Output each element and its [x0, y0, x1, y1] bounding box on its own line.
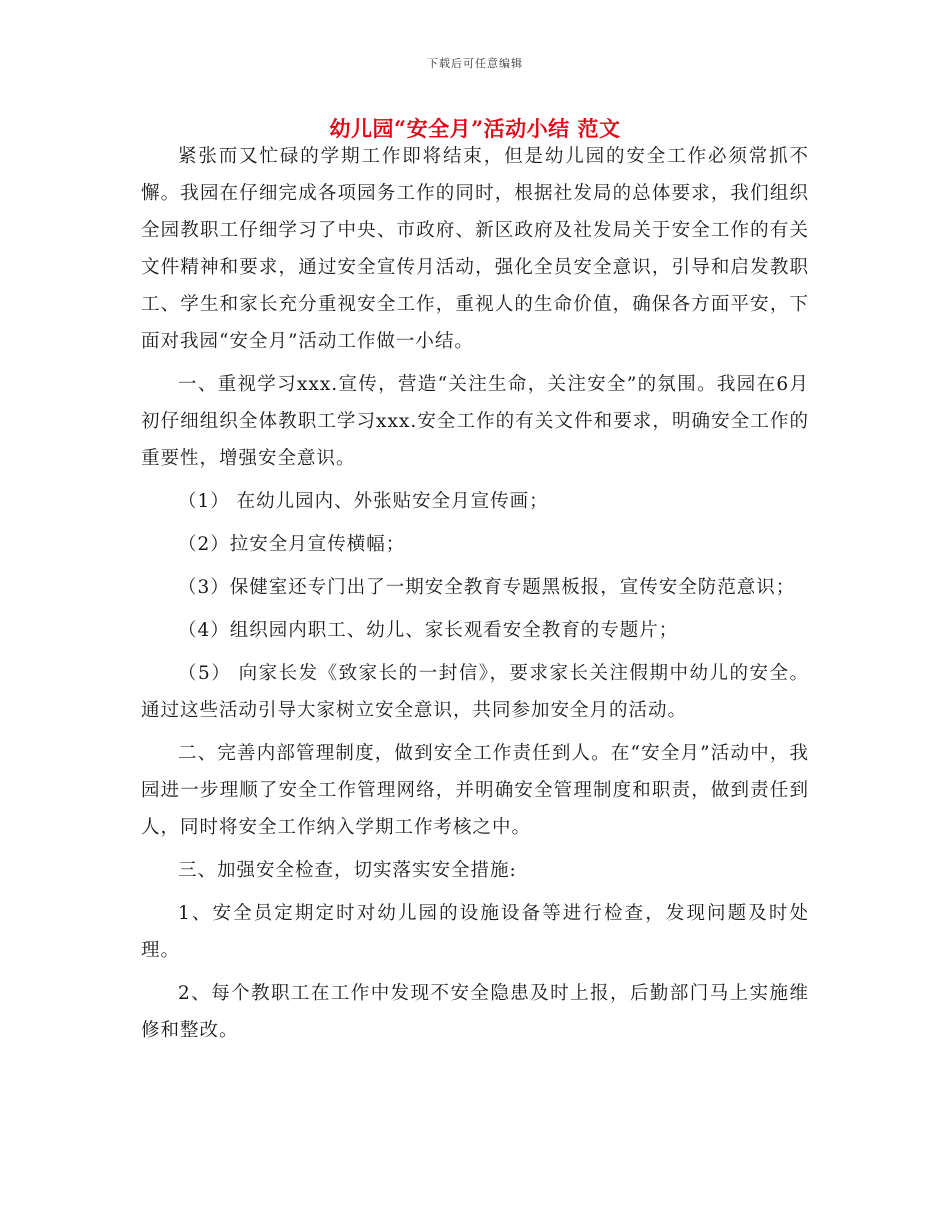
paragraph-section-3: 三、加强安全检查，切实落实安全措施: — [178, 860, 517, 881]
paragraph-item-4: （4）组织园内职工、幼儿、家长观看安全教育的专题片； — [178, 620, 679, 641]
document-title: 幼儿园“安全月”活动小结 范文 — [329, 116, 621, 141]
paragraph-item-3: （3）保健室还专门出了一期安全教育专题黑板报，宣传安全防范意识； — [178, 577, 796, 598]
paragraph-item-5: （5） 向家长发《致家长的一封信》，要求家长关注假期中幼儿的安全。通过这些活动引导大家树立安全意识，共同参加安全月的活动。 — [141, 663, 809, 721]
paragraph-section-1: 一、重视学习xxx.宣传，营造“关注生命，关注安全”的氛围。我园在6月初仔细组织全体教职工学习xxx.安全工作的有关文件和要求，明确安全工作的重要性，增强安全意识。 — [141, 374, 809, 469]
paragraph-item-1: （1） 在幼儿园内、外张贴安全月宣传画； — [178, 491, 549, 512]
document-body — [141, 138, 809, 1055]
paragraph-item-2: （2）拉安全月宣传横幅； — [178, 534, 406, 555]
paragraph-intro: 紧张而又忙碌的学期工作即将结束，但是幼儿园的安全工作必须常抓不懈。我园在仔细完成各项园务工作的同时，根据社发局的总体要求，我们组织全园教职工仔细学习了中央、市政府、新区政府及社发局关于安全工作的有关文件精神和要求，通过安全宣传月活动，强化全员安全意识，引导和启发教职工、学生和家长充分重视安全工作，重视人的生命价值，确保各方面平安，下面对我园“安全月”活动工作做一小结。 — [141, 146, 809, 352]
header-note: 下载后可任意编辑 — [427, 57, 523, 70]
paragraph-check-1: 1、安全员定期定时对幼儿园的设施设备等进行检查，发现问题及时处理。 — [141, 903, 809, 961]
paragraph-section-2: 二、完善内部管理制度，做到安全工作责任到人。在“安全月”活动中，我园进一步理顺了安全工作管理网络，并明确安全管理制度和职责，做到责任到人，同时将安全工作纳入学期工作考核之中。 — [141, 743, 809, 838]
paragraph-check-2: 2、每个教职工在工作中发现不安全隐患及时上报，后勤部门马上实施维修和整改。 — [141, 983, 809, 1041]
